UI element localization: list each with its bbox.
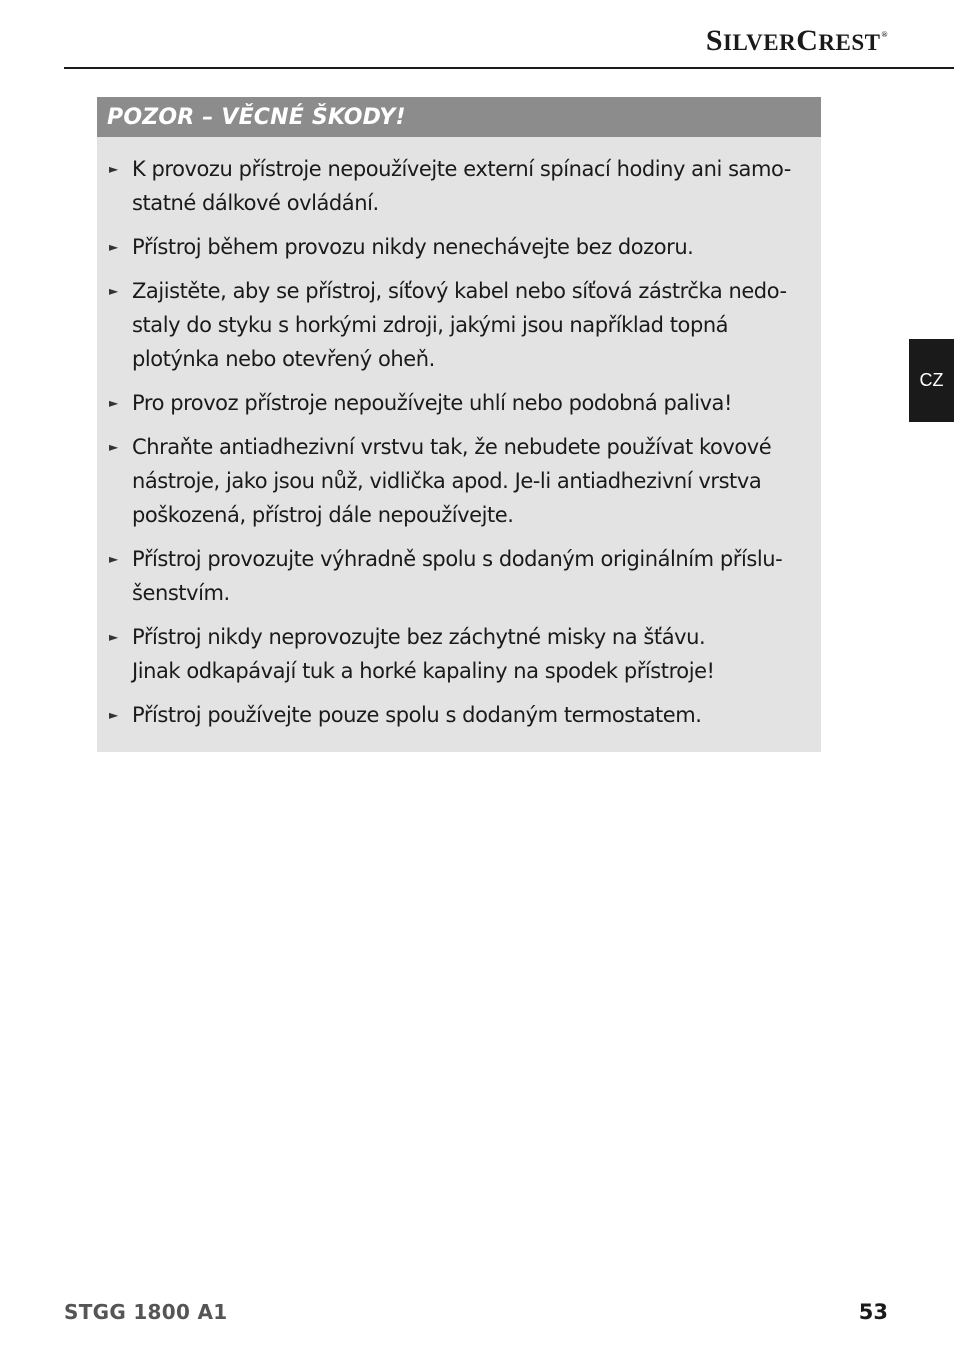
logo-ilver: ILVER [723, 30, 797, 55]
language-tab-label: CZ [919, 370, 944, 390]
bullet-arrow-icon: ► [109, 440, 118, 454]
list-item-text: Chraňte antiadhezivní vrstvu tak, že nebudete používat kovové nástroje, jako jsou nůž, vidlička apod. Je-li antiadhezivní vrstva poškozená, přístroj dále nepoužívejte. [132, 435, 772, 527]
language-tab [909, 339, 954, 422]
bullet-arrow-icon: ► [109, 630, 118, 644]
warning-list [97, 137, 821, 732]
list-item [109, 386, 809, 420]
list-item [109, 542, 809, 610]
logo-c: C [796, 24, 819, 57]
bullet-arrow-icon: ► [109, 162, 118, 176]
bullet-arrow-icon: ► [109, 552, 118, 566]
list-item-text: Přístroj provozujte výhradně spolu s dodaným originálním příslu- šenstvím. [132, 547, 783, 605]
list-item-text: Pro provoz přístroje nepoužívejte uhlí nebo podobná paliva! [132, 391, 732, 415]
registered-mark: ® [881, 30, 888, 39]
list-item-text: K provozu přístroje nepoužívejte externí spínací hodiny ani samo- statné dálkové ovládání. [132, 157, 791, 215]
bullet-arrow-icon: ► [109, 396, 118, 410]
list-item [109, 620, 809, 688]
logo-rest: REST [818, 30, 881, 55]
footer-model-number: STGG 1800 A1 [64, 1300, 228, 1324]
warning-title: POZOR – VĚCNÉ ŠKODY! [97, 97, 821, 137]
list-item [109, 274, 809, 376]
list-item [109, 698, 809, 732]
header-rule [64, 67, 954, 69]
list-item-text: Přístroj nikdy neprovozujte bez záchytné misky na šťávu. Jinak odkapávají tuk a horké kapaliny na spodek přístroje! [132, 625, 715, 683]
bullet-arrow-icon: ► [109, 708, 118, 722]
list-item [109, 152, 809, 220]
logo-s: S [705, 24, 723, 57]
bullet-arrow-icon: ► [109, 284, 118, 298]
list-item-text: Přístroj během provozu nikdy nenechávejte bez dozoru. [132, 235, 694, 259]
list-item [109, 230, 809, 264]
footer-page-number: 53 [858, 1300, 888, 1324]
warning-box [97, 97, 821, 752]
silvercrest-logo [706, 24, 888, 58]
list-item [109, 430, 809, 532]
list-item-text: Zajistěte, aby se přístroj, síťový kabel nebo síťová zástrčka nedo- staly do styku s horkými zdroji, jakými jsou například topná plotýnka nebo otevřený oheň. [132, 279, 787, 371]
list-item-text: Přístroj používejte pouze spolu s dodaným termostatem. [132, 703, 702, 727]
bullet-arrow-icon: ► [109, 240, 118, 254]
